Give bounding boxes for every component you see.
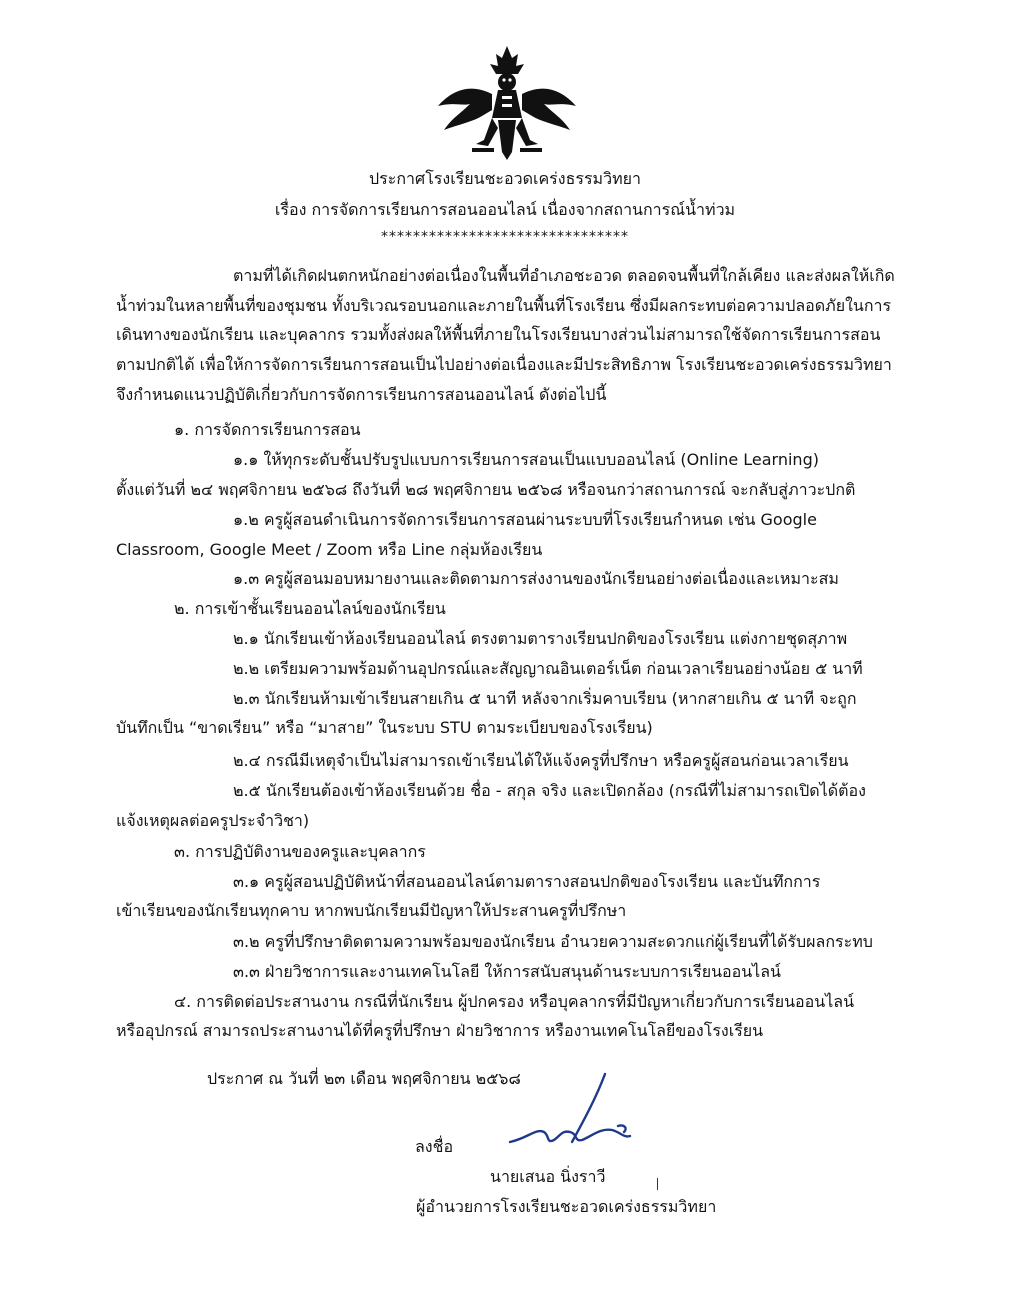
intro-line: ตามที่ได้เกิดฝนตกหนักอย่างต่อเนื่องในพื้นที่อำเภอชะอวด ตลอดจนพื้นที่ใกล้เคียง และส่งผลให้เกิด bbox=[233, 266, 895, 285]
announcement-title: ประกาศโรงเรียนชะอวดเคร่งธรรมวิทยา bbox=[369, 169, 641, 188]
list-item: ๒.๕ นักเรียนต้องเข้าห้องเรียนด้วย ชื่อ - สกุล จริง และเปิดกล้อง (กรณีที่ไม่สามารถเปิดได้ต้อง bbox=[233, 781, 866, 800]
title-divider: ******************************* bbox=[381, 229, 629, 245]
signer-position: ผู้อำนวยการโรงเรียนชะอวดเคร่งธรรมวิทยา bbox=[416, 1197, 717, 1216]
list-item: แจ้งเหตุผลต่อครูประจำวิชา) bbox=[116, 811, 310, 830]
list-item: เข้าเรียนของนักเรียนทุกคาบ หากพบนักเรียนมีปัญหาให้ประสานครูที่ปรึกษา bbox=[116, 901, 627, 920]
list-item: ๓.๒ ครูที่ปรึกษาติดตามความพร้อมของนักเรียน อำนวยความสะดวกแก่ผู้เรียนที่ได้รับผลกระทบ bbox=[233, 932, 873, 951]
handwritten-signature bbox=[500, 1068, 650, 1158]
list-item: ๓.๓ ฝ่ายวิชาการและงานเทคโนโลยี ให้การสนับสนุนด้านระบบการเรียนออนไลน์ bbox=[233, 962, 781, 981]
list-item: หรืออุปกรณ์ สามารถประสานงานได้ที่ครูที่ปรึกษา ฝ่ายวิชาการ หรืองานเทคโนโลยีของโรงเรียน bbox=[116, 1021, 764, 1040]
announcement-subject: เรื่อง การจัดการเรียนการสอนออนไลน์ เนื่องจากสถานการณ์น้ำท่วม bbox=[274, 200, 736, 219]
garuda-emblem-icon bbox=[432, 44, 582, 162]
list-item: ๒.๓ นักเรียนห้ามเข้าเรียนสายเกิน ๕ นาที หลังจากเริ่มคาบเรียน (หากสายเกิน ๕ นาที จะถูก bbox=[233, 689, 857, 708]
list-item: ๑.๒ ครูผู้สอนดำเนินการจัดการเรียนการสอนผ่านระบบที่โรงเรียนกำหนด เช่น Google bbox=[233, 510, 817, 529]
list-item: Classroom, Google Meet / Zoom หรือ Line กลุ่มห้องเรียน bbox=[116, 540, 543, 559]
list-item: ๒.๑ นักเรียนเข้าห้องเรียนออนไลน์ ตรงตามตารางเรียนปกติของโรงเรียน แต่งกายชุดสุภาพ bbox=[233, 629, 848, 648]
intro-line: ตามปกติได้ เพื่อให้การจัดการเรียนการสอนเป็นไปอย่างต่อเนื่องและมีประสิทธิภาพ โรงเรียนชะอวดเคร่งธรรมวิทยา bbox=[116, 355, 892, 374]
sign-label: ลงชื่อ bbox=[415, 1137, 454, 1156]
section-heading: ๔. การติดต่อประสานงาน กรณีที่นักเรียน ผู้ปกครอง หรือบุคลากรที่มีปัญหาเกี่ยวกับการเรียนออนไลน์ bbox=[174, 992, 854, 1011]
list-item: ๒.๒ เตรียมความพร้อมด้านอุปกรณ์และสัญญาณอินเตอร์เน็ต ก่อนเวลาเรียนอย่างน้อย ๕ นาที bbox=[233, 659, 863, 678]
intro-line: จึงกำหนดแนวปฏิบัติเกี่ยวกับการจัดการเรียนการสอนออนไลน์ ดังต่อไปนี้ bbox=[116, 385, 607, 404]
section-heading: ๑. การจัดการเรียนการสอน bbox=[174, 420, 361, 439]
intro-line: เดินทางของนักเรียน และบุคลากร รวมทั้งส่งผลให้พื้นที่ภายในโรงเรียนบางส่วนไม่สามารถใช้จัดการเรียนการสอน bbox=[116, 325, 881, 344]
signer-name: นายเสนอ นิ่งราวี bbox=[490, 1167, 606, 1186]
list-item: ๒.๔ กรณีมีเหตุจำเป็นไม่สามารถเข้าเรียนได้ให้แจ้งครูที่ปรึกษา หรือครูผู้สอนก่อนเวลาเรียน bbox=[233, 751, 849, 770]
section-heading: ๓. การปฏิบัติงานของครูและบุคลากร bbox=[174, 842, 426, 861]
list-item: ๑.๑ ให้ทุกระดับชั้นปรับรูปแบบการเรียนการสอนเป็นแบบออนไลน์ (Online Learning) bbox=[233, 450, 819, 469]
list-item: บันทึกเป็น “ขาดเรียน” หรือ “มาสาย” ในระบบ STU ตามระเบียบของโรงเรียน) bbox=[116, 718, 653, 737]
announcement-date: ประกาศ ณ วันที่ ๒๓ เดือน พฤศจิกายน ๒๕๖๘ bbox=[207, 1069, 521, 1088]
list-item: ๓.๑ ครูผู้สอนปฏิบัติหน้าที่สอนออนไลน์ตามตารางสอนปกติของโรงเรียน และบันทึกการ bbox=[233, 872, 821, 891]
section-heading: ๒. การเข้าชั้นเรียนออนไลน์ของนักเรียน bbox=[174, 599, 446, 618]
list-item: ๑.๓ ครูผู้สอนมอบหมายงานและติดตามการส่งงานของนักเรียนอย่างต่อเนื่องและเหมาะสม bbox=[233, 569, 839, 588]
list-item: ตั้งแต่วันที่ ๒๔ พฤศจิกายน ๒๕๖๘ ถึงวันที่ ๒๘ พฤศจิกายน ๒๕๖๘ หรือจนกว่าสถานการณ์ จะกลับสู่ภาวะปกติ bbox=[116, 480, 856, 499]
signature-mark bbox=[657, 1178, 658, 1190]
intro-line: น้ำท่วมในหลายพื้นที่ของชุมชน ทั้งบริเวณรอบนอกและภายในพื้นที่โรงเรียน ซึ่งมีผลกระทบต่อความปลอดภัยในการ bbox=[116, 296, 892, 315]
